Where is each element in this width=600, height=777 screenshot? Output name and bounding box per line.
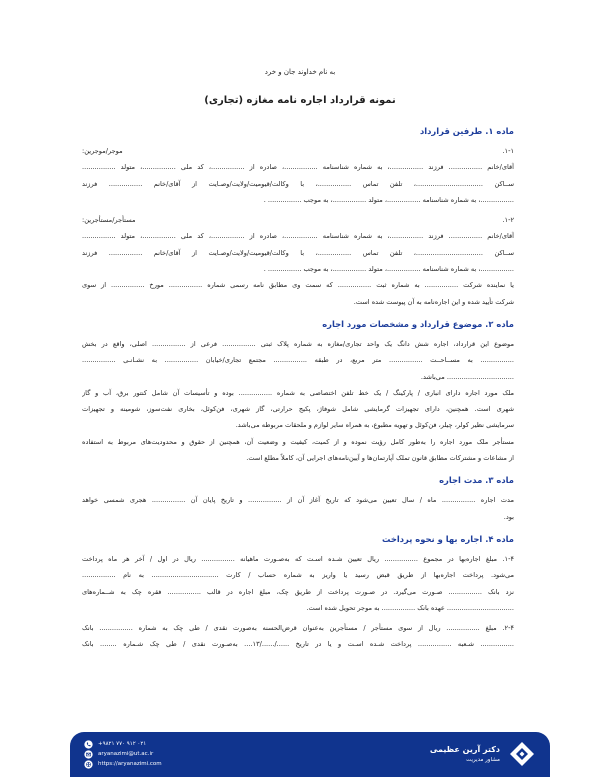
website-row[interactable] [84,759,162,769]
brand-text [430,745,500,763]
subject-line: سرمایشی نظیر کولر، چیلر، فن‌کوئل و تهویه مطبوع، به همراه سایر لوازم و ملحقات مربوطه می‌باشد. [235,421,514,430]
brand-logo-icon [508,740,536,768]
phone-row [84,739,162,749]
phone-icon [84,740,93,749]
document-body [82,126,514,653]
landlord-line: آقای/خانم ................ فرزند ................، به شماره شناسنامه ................، صادره از ................، کد ملی ................، متولد ................ [82,163,514,172]
section-heading-rent: ماده ۴. اجاره بها و نحوه پرداخت [381,533,514,544]
footer-bar [70,732,550,777]
email-icon [84,750,93,759]
brand-role: مشاور مدیریت [466,757,500,763]
deposit-line: ................ شـعبه ................ پرداخت شـده اسـت و یا در تاریخ ....../....../۱۳.... به‌صـورت نقدی / طی چک شـماره ........ بانک [82,640,514,649]
rent-line: نزد بانک ................ صـورت می‌گیرد. در صـورت پرداخت از طریق چک، مبلغ اجاره در قالب ................ فقره چک به شــماره‌های [82,587,514,596]
brand-block [430,740,536,768]
section-heading-subject: ماده ۲. موضوع قرارداد و مشخصات مورد اجاره [322,318,514,329]
landlord-line: ســاکن ................................، تلفن تماس ................، با وکالت/قیومیت/ولایت/وصـایت از آقای/خانم ................ فرزند [82,179,514,188]
subject-line: ................ به مســاحــت ................ متر مربع، در طبقه ................ مجتمع تجاری/خیابان ................ به نشـانـی ................ [82,356,514,365]
document-title: نمونه قرارداد اجاره نامه مغازه (تجاری) [204,95,396,106]
subject-line: شهری است. همچنین، دارای تجهیزات گرمایشی شامل شوفاژ، پکیج حرارتی، گاز شهری، فن‌کوئل، بخاری نفت‌سوز، شومینه و تجهیزات [82,405,514,414]
tenant-line: شرکت تأیید شده و این اجاره‌نامه به آن پیوست شده است. [353,297,514,306]
rent-line: ................................ عهده بانک ................ به موجر تحویل شده است. [306,603,514,612]
section-heading-parties: ماده ۱. طرفین قرارداد [419,126,514,136]
landlord-line: ................، به شماره شناسنامه ................، متولد ................، به موجب ................ . [263,195,514,204]
globe-icon [84,760,93,769]
subject-line: موضوع این قرارداد، اجاره شش دانگ یک واحد تجاری/مغازه به شماره پلاک ثبتی ................ فرعی از ................ اصلی، واقع در بخش [82,339,514,348]
duration-line: مدت اجاره ................ ماه / سال تعیین می‌شود که تاریخ آغاز آن از ................ و تاریخ پایان آن ................ هجری شمسی خواهد [82,496,514,505]
tenant-line: ................، به شماره شناسنامه ................، متولد ................، به موجب ................ . [263,265,514,274]
website-text[interactable]: https://aryanazimi.com [98,761,162,767]
email-text[interactable]: aryanazimi@ut.ac.ir [98,751,154,757]
tenant-label: ۱-۲. مستأجر/مستأجرین: [82,216,514,225]
rent-line: می‌شود. پرداخت اجاره‌بها از طریق قبض رسید یا واریز به شماره حساب / کارت ................................ به نام ................ [82,571,514,580]
subject-line: ملک مورد اجاره دارای انباری / پارکینگ / یک خط تلفن اختصاصی به شماره ................ بوده و تأسیسات آن شامل کنتور برق، آب و گاز [82,388,514,397]
tenant-line: یا نماینده شرکت ................ به شماره ثبت ................ که سمت وی مطابق نامه رسمی شماره ................ مورخ ................ از سوی [82,281,514,290]
duration-line: بود. [503,512,514,521]
tenant-line: ســاکن ................................، تلفن تماس ................، با وکالت/قیومیت/ولایت/وصـایت از آقای/خانم ................ فرزند [82,248,514,257]
tenant-line: آقای/خانم ................ فرزند ................، به شماره شناسنامه ................، صادره از ................، کد ملی ................، متولد ................ [82,232,514,241]
brand-name: دکتر آرین عظیمی [429,745,500,754]
bismillah: به نام خداوند جان و خرد [264,68,336,76]
subject-line: ................................ می‌باشد. [420,372,514,381]
landlord-label: ۱-۱. موجر/موجرین: [82,147,514,155]
subject-line: مستأجر ملک مورد اجاره را به‌طور کامل رؤیت نموده و از کمیت، کیفیت و وضعیت آن، همچنین از حقوق و محدودیت‌های مربوط به استفاده [82,437,514,446]
subject-line: از مشاعات و مشترکات مطابق قانون تملک آپارتمان‌ها و آیین‌نامه‌های اجرایی آن، کاملاً مطلع است. [246,454,514,463]
section-heading-duration: ماده ۳. مدت اجاره [439,475,514,486]
email-row[interactable] [84,749,162,759]
deposit-line: ۲-۴. مبلغ ................ ریال از سوی مستأجر / مستأجرین به‌عنوان قرض‌الحسنه به‌صورت نقدی / طی چک به شماره ................ بانک [82,624,514,633]
contact-info [84,739,162,769]
rent-line: ۱-۴. مبلغ اجاره‌بها در مجموع ................ ریال تعیین شـده اسـت که به‌صـورت ماهیانه ................ ریال در اول / آخر هر ماه پرداخت [82,554,514,563]
phone-text: +۹۸۲۱ ۷۷۰ ۹۱۲ ۰۲۱ [98,741,147,747]
